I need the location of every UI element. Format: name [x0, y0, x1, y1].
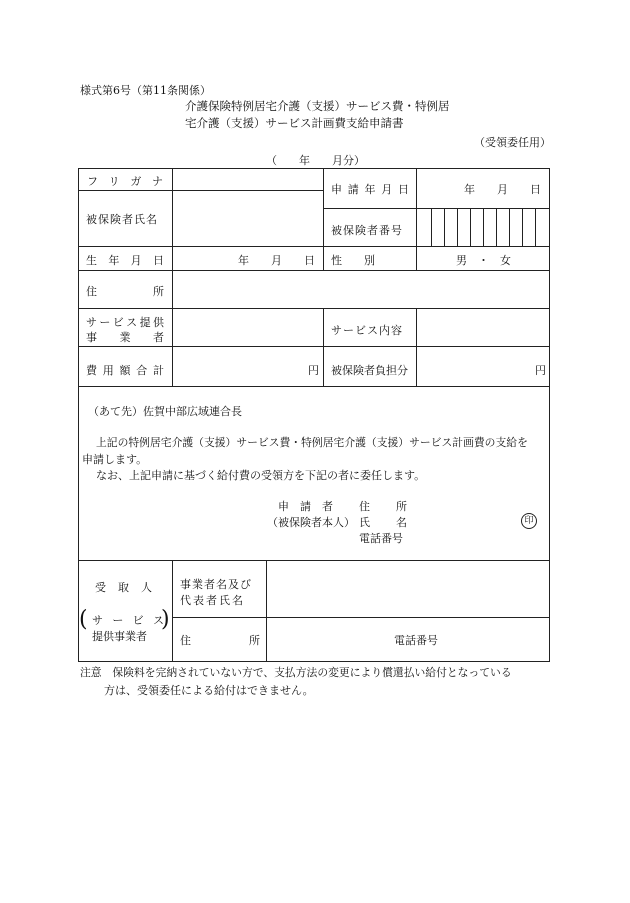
service-content-label: サービス内容: [331, 324, 403, 337]
address-label: 住 所: [86, 285, 164, 298]
delegation-paragraph: なお、上記申請に基づく給付費の受領方を下記の者に委任します。: [96, 469, 426, 482]
business-name-label-line2: 代表者氏名: [180, 594, 245, 607]
rule: [172, 168, 173, 386]
recipient-sub-line1: サ ー ビ ス: [92, 614, 164, 627]
insured-number-field[interactable]: [418, 209, 548, 245]
rule: [323, 308, 324, 386]
rule: [78, 386, 550, 387]
provider-field[interactable]: [174, 310, 321, 345]
form-title-line2: 宅介護（支援）サービス計画費支給申請書: [185, 116, 404, 130]
business-name-label-line1: 事業者名及び: [180, 578, 252, 591]
burden-field[interactable]: [418, 348, 532, 385]
recipient-tel-field[interactable]: [446, 619, 548, 661]
rule: [323, 168, 324, 246]
left-bracket: (: [79, 607, 88, 632]
service-content-field[interactable]: [418, 310, 548, 345]
rule: [266, 560, 267, 662]
applicant-label: 申請者: [278, 500, 344, 513]
sex-value[interactable]: 男 ・ 女: [456, 254, 511, 267]
address-field[interactable]: [174, 272, 548, 307]
recipient-label: 受取人: [95, 581, 164, 594]
recipient-address-field[interactable]: [268, 619, 386, 661]
rule: [173, 617, 550, 618]
rule: [78, 346, 550, 347]
rule: [416, 168, 417, 270]
applicant-address-label: 住 所: [359, 500, 407, 513]
cost-total-yen: 円: [308, 364, 319, 377]
recipient-sub-line2: 提供事業者: [92, 630, 147, 643]
business-name-field[interactable]: [268, 562, 548, 616]
birthday-value[interactable]: 年 月 日: [238, 254, 315, 267]
applicant-name-field[interactable]: [412, 512, 512, 527]
insured-number-label: 被保険者番号: [331, 224, 403, 237]
birthday-label: 生 年 月 日: [86, 254, 164, 267]
rule: [416, 308, 417, 386]
insured-name-label: 被保険者氏名: [86, 213, 158, 226]
applicant-tel-field[interactable]: [412, 528, 542, 543]
applicant-name-label: 氏 名: [359, 516, 407, 529]
application-date-label: 申 請 年 月 日: [331, 183, 409, 196]
provider-label-line2: 事 業 者: [86, 331, 164, 344]
seal-mark: 印: [521, 513, 537, 529]
footer-note-line2: 方は、受領委任による給付はできません。: [104, 684, 314, 697]
form-number: 様式第6号（第11条関係）: [80, 84, 211, 97]
recipient-tel-label: 電話番号: [394, 634, 438, 647]
right-bracket: ): [161, 607, 170, 632]
cost-total-label: 費 用 額 合 計: [86, 364, 164, 377]
recipient-address-label: 住 所: [180, 634, 260, 647]
request-paragraph-line2: 申請します。: [82, 453, 148, 466]
rule: [172, 560, 173, 662]
rule: [78, 308, 550, 309]
insured-name-field[interactable]: [174, 192, 321, 244]
furigana-field[interactable]: [174, 170, 321, 189]
period: （ 年 月分）: [266, 154, 365, 167]
rule: [78, 270, 550, 271]
addressee: （あて先）佐賀中部広域連合長: [88, 405, 242, 418]
usage-note: （受領委任用）: [474, 136, 551, 149]
applicant-address-field[interactable]: [412, 496, 542, 511]
form-title-line1: 介護保険特例居宅介護（支援）サービス費・特例居: [185, 99, 450, 113]
furigana-label: フ リ ガ ナ: [87, 175, 163, 188]
sex-label: 性 別: [331, 254, 375, 267]
provider-label-line1: サ ー ビ ス 提 供: [86, 316, 164, 329]
footer-note-line1: 注意 保険料を完納されていない方で、支払方法の変更により償還払い給付となっている: [80, 666, 512, 679]
rule: [323, 246, 324, 270]
applicant-tel-label: 電話番号: [359, 532, 403, 545]
rule: [78, 246, 550, 247]
rule: [78, 190, 323, 191]
cost-total-field[interactable]: [174, 348, 304, 385]
application-date-value[interactable]: 年 月 日: [464, 183, 541, 196]
request-paragraph-line1: 上記の特例居宅介護（支援）サービス費・特例居宅介護（支援）サービス計画費の支給を: [96, 436, 528, 449]
burden-yen: 円: [535, 364, 546, 377]
applicant-sub-label: （被保険者本人）: [267, 516, 355, 529]
burden-label: 被保険者負担分: [331, 364, 408, 377]
rule: [78, 560, 550, 561]
